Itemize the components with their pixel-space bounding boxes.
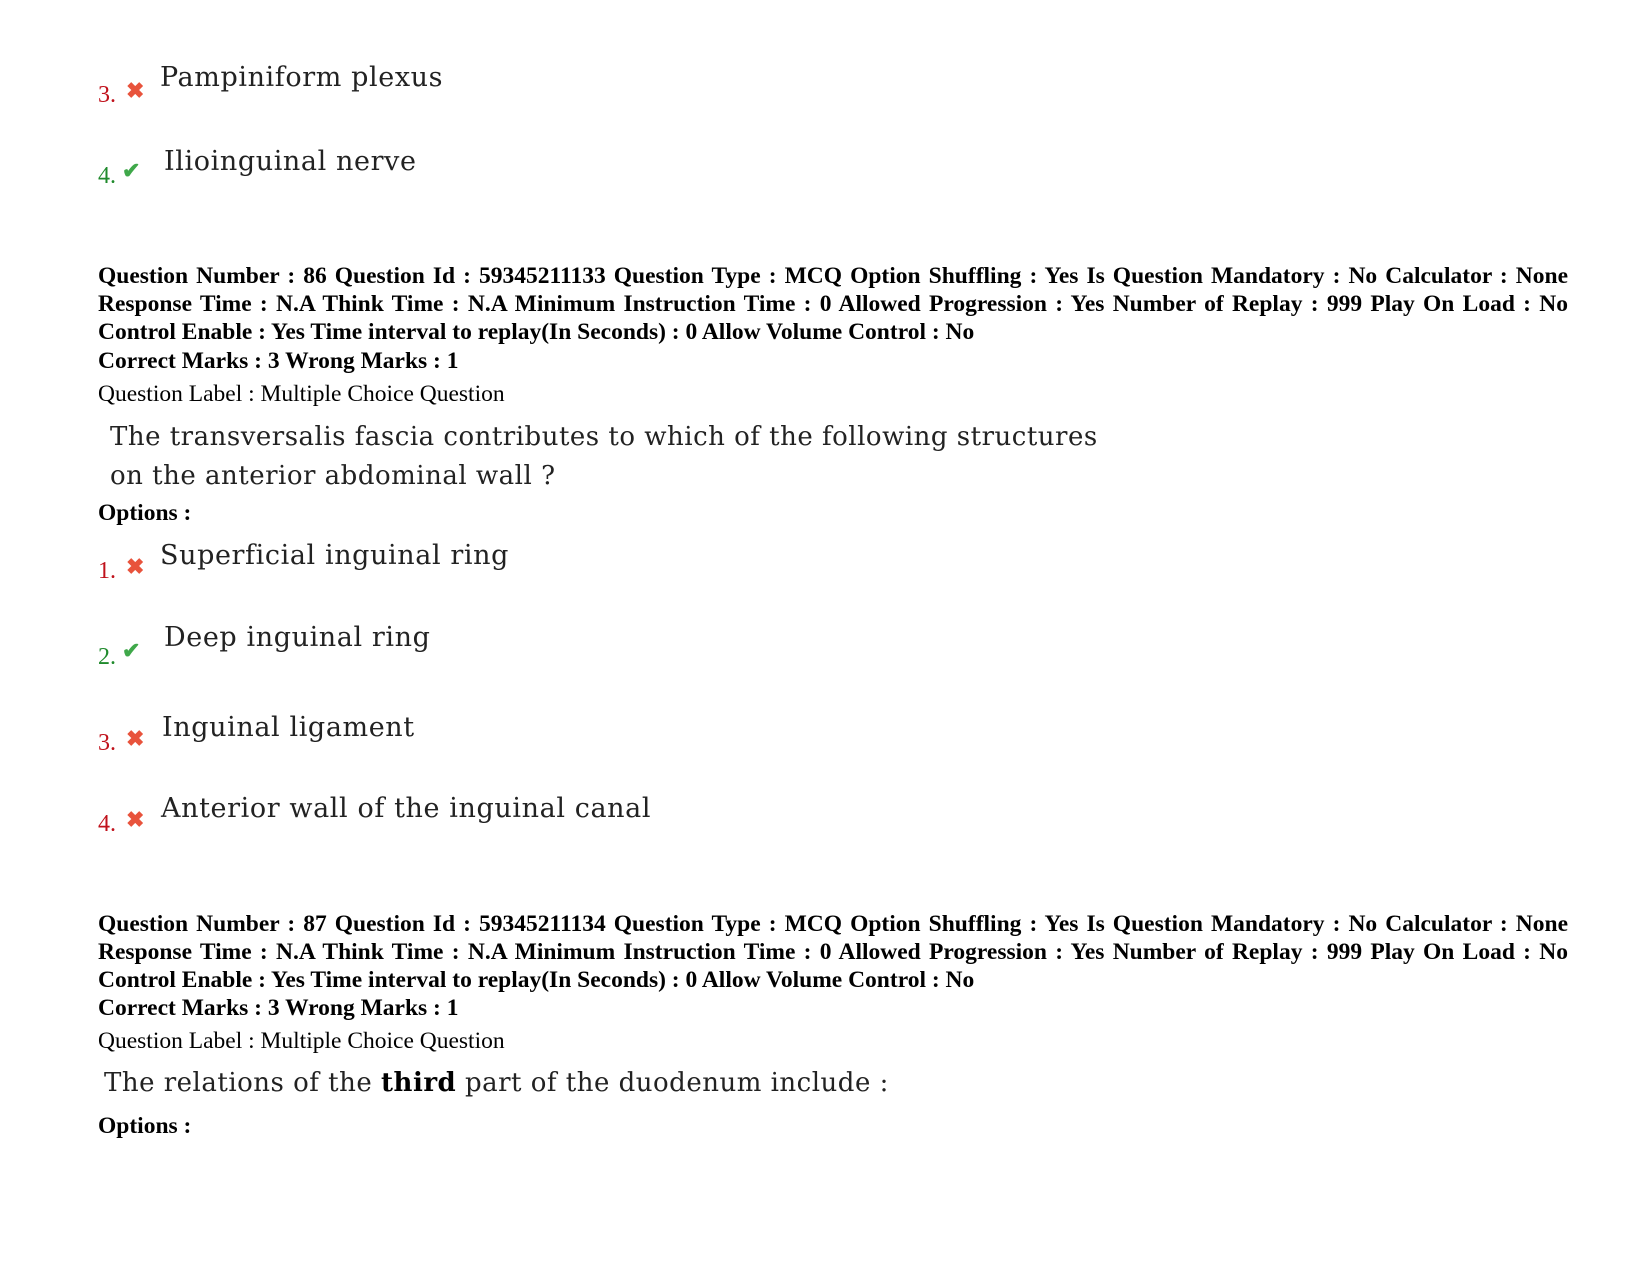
question-metadata: Question Number : 86 Question Id : 59345211133 Question Type : MCQ Option Shuffling : Yes Is Question Mandatory : No Calculator : None Response Time : N.A Think Time : N.A Minimum Instruction Time : 0 Allowed Progression : Yes Number of Replay : 999 Play On Load : No Control Enable : Yes Time interval to replay(In Seconds) : 0 Allow Volume Control : No (98, 263, 1568, 345)
option-number: 4. (98, 163, 116, 189)
check-icon: ✔ (122, 638, 141, 663)
option-number: 4. (98, 811, 116, 837)
option-text: Inguinal ligament (162, 712, 415, 743)
option-row (98, 62, 998, 122)
cross-icon: ✖ (126, 78, 145, 103)
options-heading: Options : (98, 1113, 192, 1139)
option-text: Pampiniform plexus (160, 62, 444, 93)
question-label: Question Label : Multiple Choice Question (98, 381, 505, 407)
question-text (110, 418, 1210, 496)
question-label: Question Label : Multiple Choice Question (98, 1028, 505, 1054)
option-number: 3. (98, 82, 116, 108)
question-text-line: The transversalis fascia contributes to which of the following structures (110, 422, 1098, 452)
cross-icon: ✖ (126, 554, 145, 579)
question-text-part: part of the duodenum include : (456, 1068, 889, 1098)
marks-line: Correct Marks : 3 Wrong Marks : 1 (98, 995, 459, 1021)
option-row (98, 540, 998, 600)
options-heading: Options : (98, 500, 192, 526)
option-row (98, 712, 998, 772)
option-text: Anterior wall of the inguinal canal (161, 793, 652, 824)
option-number: 2. (98, 644, 116, 670)
check-icon: ✔ (122, 158, 141, 183)
option-row (98, 793, 998, 853)
option-text: Superficial inguinal ring (160, 540, 510, 571)
option-text: Deep inguinal ring (164, 622, 431, 653)
question-text-line: on the anterior abdominal wall ? (110, 461, 556, 491)
question-text-emphasis: third (381, 1068, 457, 1098)
cross-icon: ✖ (126, 807, 145, 832)
option-row (98, 622, 998, 682)
question-text (104, 1064, 1204, 1103)
question-text-part: The relations of the (104, 1068, 382, 1098)
cross-icon: ✖ (126, 726, 145, 751)
marks-line: Correct Marks : 3 Wrong Marks : 1 (98, 348, 459, 374)
option-text: Ilioinguinal nerve (164, 146, 417, 177)
option-number: 1. (98, 558, 116, 584)
question-metadata: Question Number : 87 Question Id : 59345211134 Question Type : MCQ Option Shuffling : Yes Is Question Mandatory : No Calculator : None Response Time : N.A Think Time : N.A Minimum Instruction Time : 0 Allowed Progression : Yes Number of Replay : 999 Play On Load : No Control Enable : Yes Time interval to replay(In Seconds) : 0 Allow Volume Control : No (98, 911, 1568, 993)
option-row (98, 146, 998, 206)
option-number: 3. (98, 730, 116, 756)
